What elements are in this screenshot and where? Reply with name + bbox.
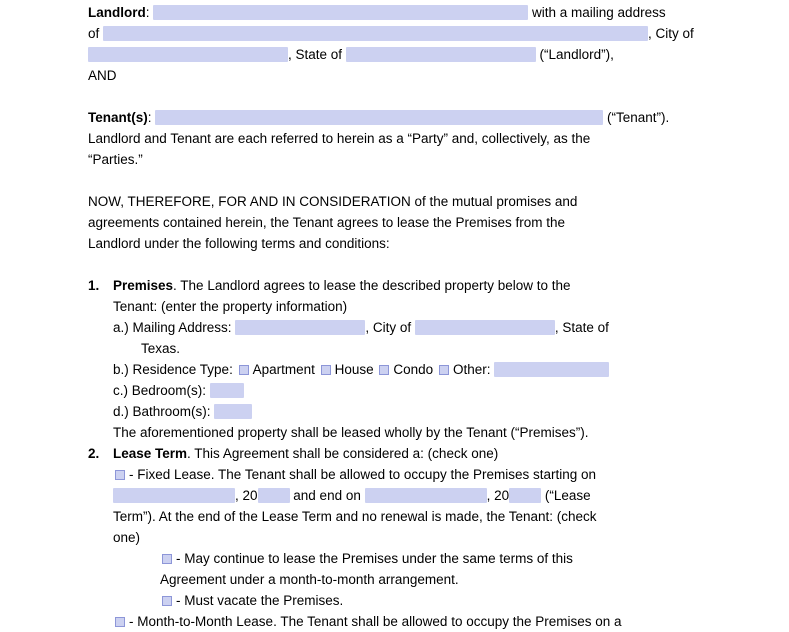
and-line <box>88 65 729 86</box>
property-address-line <box>88 317 729 338</box>
text-run: Texas. <box>141 341 181 356</box>
month-to-month-lease-checkbox[interactable] <box>115 617 125 627</box>
text-run: and end on <box>289 488 365 503</box>
lease-term-item-line <box>88 443 729 464</box>
landlord-line-2 <box>88 23 729 44</box>
may-continue-checkbox[interactable] <box>162 554 172 564</box>
lease-term-heading: Lease Term <box>113 446 188 461</box>
bathrooms-line <box>88 401 729 422</box>
premises-item-line-2 <box>88 296 729 317</box>
text-run: of <box>88 26 104 41</box>
continue-option-line-1 <box>88 548 729 569</box>
text-run: agreements contained herein, the Tenant agrees to lease the Premises from the <box>88 215 566 230</box>
text-run: , City of <box>365 320 415 335</box>
text-run: Tenant: (enter the property information) <box>113 299 348 314</box>
item-number-2: 2. <box>88 446 100 461</box>
text-run: “Parties.” <box>88 152 143 167</box>
lease-end-year-field[interactable] <box>509 488 541 503</box>
text-run: with a mailing address <box>528 5 666 20</box>
tenant-line <box>88 107 729 128</box>
landlord-label: Landlord <box>88 5 146 20</box>
fixed-lease-checkbox[interactable] <box>115 470 125 480</box>
must-vacate-checkbox[interactable] <box>162 596 172 606</box>
landlord-state-field[interactable] <box>346 47 536 62</box>
landlord-city-field[interactable] <box>88 47 288 62</box>
consideration-line-2 <box>88 212 729 233</box>
continue-option-line-2 <box>88 569 729 590</box>
parties-line-2 <box>88 149 729 170</box>
text-run: , State of <box>554 320 609 335</box>
text-run: Other: <box>452 362 495 377</box>
text-run: b.) Residence Type: <box>113 362 237 377</box>
text-run: one) <box>113 530 141 545</box>
text-run: (“Lease <box>541 488 591 503</box>
house-checkbox[interactable] <box>321 365 331 375</box>
property-address-field[interactable] <box>235 320 365 335</box>
text-run: - May continue to lease the Premises under the same terms of this <box>176 551 573 566</box>
property-city-field[interactable] <box>415 320 555 335</box>
text-run: The aforementioned property shall be leased wholly by the Tenant (“Premises”). <box>113 425 589 440</box>
landlord-mailing-address-field[interactable] <box>103 26 648 41</box>
property-state-line <box>88 338 729 359</box>
text-run: AND <box>88 68 117 83</box>
text-run: - Must vacate the Premises. <box>176 593 344 608</box>
text-run: . This Agreement shall be considered a: (check one) <box>187 446 499 461</box>
fixed-lease-line-2 <box>88 485 729 506</box>
other-residence-checkbox[interactable] <box>439 365 449 375</box>
tenant-names-field[interactable] <box>155 110 603 125</box>
text-run: , City of <box>648 26 694 41</box>
condo-checkbox[interactable] <box>379 365 389 375</box>
apartment-checkbox[interactable] <box>239 365 249 375</box>
text-run: Condo <box>393 362 437 377</box>
lease-start-year-field[interactable] <box>258 488 290 503</box>
landlord-line-1 <box>88 2 729 23</box>
text-run: NOW, THEREFORE, FOR AND IN CONSIDERATION of the mutual promises and <box>88 194 578 209</box>
item-number-1: 1. <box>88 278 100 293</box>
premises-closing-line <box>88 422 729 443</box>
parties-line-1 <box>88 128 729 149</box>
text-run: (“Landlord”), <box>535 47 614 62</box>
premises-heading: Premises <box>113 278 174 293</box>
text-run: - Month-to-Month Lease. The Tenant shall be allowed to occupy the Premises on a <box>129 614 622 629</box>
consideration-line-1 <box>88 191 729 212</box>
text-run: - Fixed Lease. The Tenant shall be allowed to occupy the Premises starting on <box>129 467 597 482</box>
landlord-line-3 <box>88 44 729 65</box>
fixed-lease-line-3 <box>88 506 729 527</box>
consideration-line-3 <box>88 233 729 254</box>
text-run: : <box>145 5 154 20</box>
fixed-lease-line-4 <box>88 527 729 548</box>
text-run: , 20 <box>235 488 258 503</box>
other-residence-type-field[interactable] <box>494 362 609 377</box>
text-run: c.) Bedroom(s): <box>113 383 210 398</box>
text-run: a.) Mailing Address: <box>113 320 236 335</box>
premises-item-line-1 <box>88 275 729 296</box>
text-run: Apartment <box>252 362 319 377</box>
lease-end-date-field[interactable] <box>365 488 487 503</box>
month-to-month-line-cutoff <box>88 611 729 632</box>
text-run: Agreement under a month-to-month arrangement. <box>160 572 459 587</box>
text-run: , 20 <box>486 488 510 503</box>
text-run: (“Tenant”). <box>603 110 670 125</box>
text-run: Landlord under the following terms and conditions: <box>88 236 390 251</box>
vacate-option-line <box>88 590 729 611</box>
text-run: . The Landlord agrees to lease the described property below to the <box>173 278 571 293</box>
text-run: Landlord and Tenant are each referred to herein as a “Party” and, collectively, as the <box>88 131 591 146</box>
fixed-lease-line-1 <box>88 464 729 485</box>
text-run: : <box>147 110 156 125</box>
lease-start-date-field[interactable] <box>113 488 235 503</box>
tenant-label: Tenant(s) <box>88 110 148 125</box>
bedrooms-field[interactable] <box>210 383 244 398</box>
text-run: Term”). At the end of the Lease Term and no renewal is made, the Tenant: (check <box>113 509 597 524</box>
text-run: House <box>334 362 378 377</box>
residence-type-line <box>88 359 729 380</box>
bedrooms-line <box>88 380 729 401</box>
landlord-name-field[interactable] <box>153 5 528 20</box>
text-run: d.) Bathroom(s): <box>113 404 215 419</box>
text-run: , State of <box>288 47 346 62</box>
bathrooms-field[interactable] <box>214 404 252 419</box>
